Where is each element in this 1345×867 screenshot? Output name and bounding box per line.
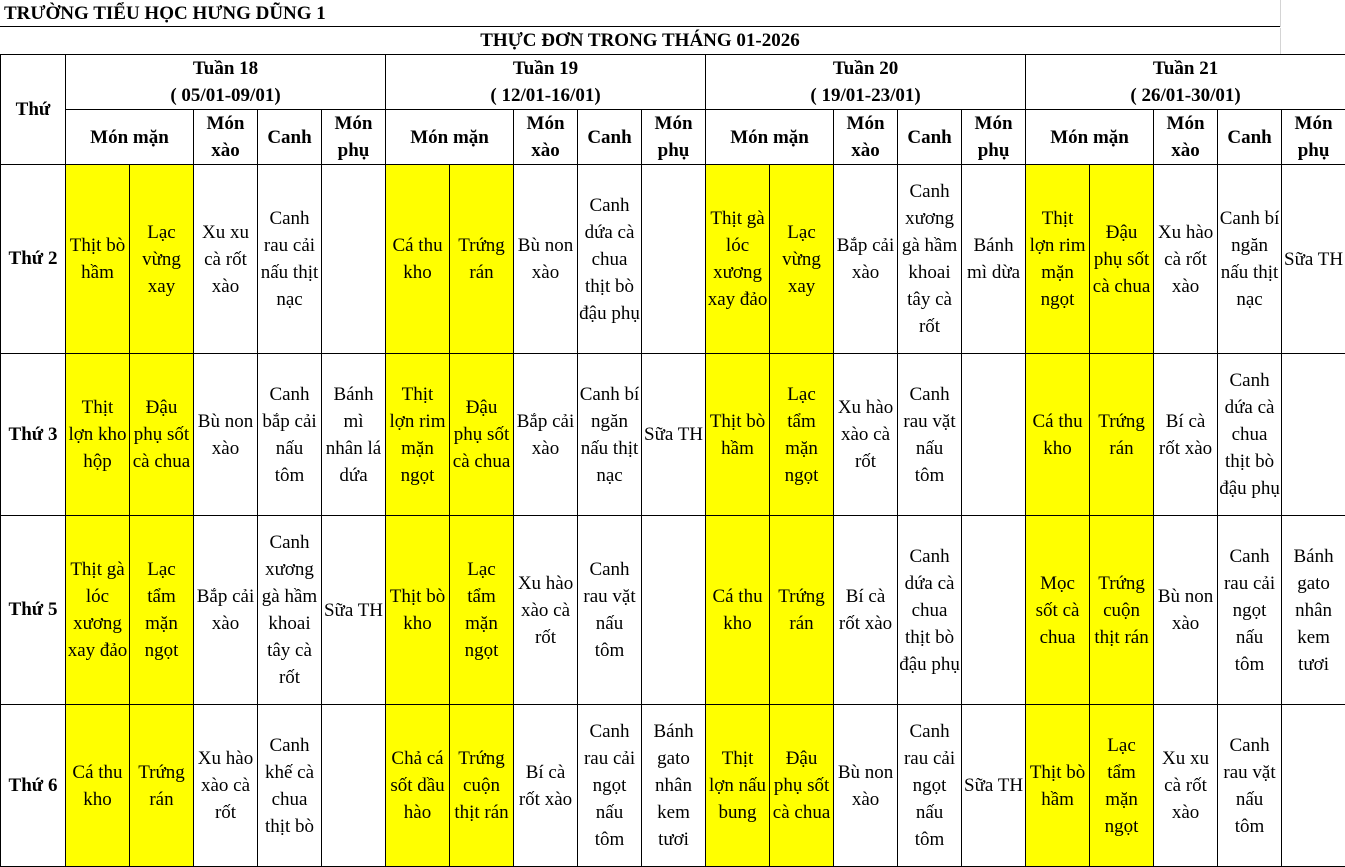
main-dish-cell: Thịt lợn rim mặn ngọt [386,354,450,516]
header-mon-xao: Món xào [834,110,898,165]
school-name: TRƯỜNG TIỂU HỌC HƯNG DŨNG 1 [0,0,1280,27]
main-dish-cell: Cá thu kho [1026,354,1090,516]
stir-fry-cell: Bù non xào [1154,516,1218,705]
main-dish-cell: Chả cá sốt dầu hào [386,705,450,867]
main-dish-cell: Đậu phụ sốt cà chua [770,705,834,867]
stir-fry-cell: Xu hào cà rốt xào [1154,165,1218,354]
side-dish-cell: Bánh gato nhân kem tươi [1282,516,1345,705]
menu-table-body [1,55,1345,867]
soup-cell: Canh dứa cà chua thịt bò đậu phụ [1218,354,1282,516]
stir-fry-cell: Bí cà rốt xào [1154,354,1218,516]
day-row [1,165,1345,354]
main-dish-cell: Cá thu kho [66,705,130,867]
main-dish-cell: Lạc vừng xay [770,165,834,354]
header-mon-phu: Món phụ [1282,110,1345,165]
stir-fry-cell: Bù non xào [194,354,258,516]
main-dish-cell: Thịt bò kho [386,516,450,705]
main-dish-cell: Thịt bò hầm [706,354,770,516]
main-dish-cell: Lạc tẩm mặn ngọt [450,516,514,705]
main-dish-cell: Thịt lợn rim mặn ngọt [1026,165,1090,354]
soup-cell: Canh bí ngăn nấu thịt nạc [1218,165,1282,354]
stir-fry-cell: Xu hào xào cà rốt [514,516,578,705]
main-dish-cell: Lạc vừng xay [130,165,194,354]
empty-cell [1280,28,1345,54]
week-name: Tuần 21 [1027,55,1344,82]
day-label: Thứ 2 [1,165,66,354]
week-range: ( 26/01-30/01) [1027,82,1344,109]
main-dish-cell: Thịt gà lóc xương xay đảo [66,516,130,705]
week-name: Tuần 18 [67,55,384,82]
soup-cell: Canh rau cải nấu thịt nạc [258,165,322,354]
header-canh: Canh [1218,110,1282,165]
main-dish-cell: Lạc tẩm mặn ngọt [130,516,194,705]
soup-cell: Canh rau cải ngọt nấu tôm [898,705,962,867]
header-canh: Canh [258,110,322,165]
main-dish-cell: Trứng cuộn thịt rán [1090,516,1154,705]
day-row [1,516,1345,705]
main-dish-cell: Đậu phụ sốt cà chua [450,354,514,516]
soup-cell: Canh bắp cải nấu tôm [258,354,322,516]
dish-type-header-row [1,110,1345,165]
header-mon-xao: Món xào [514,110,578,165]
main-dish-cell: Thịt bò hầm [66,165,130,354]
header-mon-phu: Món phụ [962,110,1026,165]
week-name: Tuần 19 [387,55,704,82]
week-header-row [1,55,1345,110]
main-dish-cell: Trứng rán [450,165,514,354]
side-dish-cell: Bánh gato nhân kem tươi [642,705,706,867]
side-dish-cell: Sữa TH [1282,165,1345,354]
main-dish-cell: Lạc tẩm mặn ngọt [770,354,834,516]
side-dish-cell [962,354,1026,516]
soup-cell: Canh bí ngăn nấu thịt nạc [578,354,642,516]
side-dish-cell [962,516,1026,705]
stir-fry-cell: Xu hào xào cà rốt [194,705,258,867]
side-dish-cell [1282,705,1345,867]
day-row [1,354,1345,516]
day-label: Thứ 3 [1,354,66,516]
main-dish-cell: Lạc tẩm mặn ngọt [1090,705,1154,867]
header-mon-man: Món mặn [706,110,834,165]
header-mon-xao: Món xào [194,110,258,165]
stir-fry-cell: Bí cà rốt xào [834,516,898,705]
day-label: Thứ 6 [1,705,66,867]
header-mon-man: Món mặn [386,110,514,165]
main-dish-cell: Trứng rán [770,516,834,705]
main-dish-cell: Cá thu kho [386,165,450,354]
side-dish-cell: Sữa TH [322,516,386,705]
week-header [706,55,1026,110]
side-dish-cell [322,705,386,867]
menu-table [0,54,1345,867]
week-header [1026,55,1345,110]
main-dish-cell: Đậu phụ sốt cà chua [130,354,194,516]
header-canh: Canh [898,110,962,165]
header-mon-man: Món mặn [66,110,194,165]
soup-cell: Canh rau vặt nấu tôm [898,354,962,516]
header-canh: Canh [578,110,642,165]
side-dish-cell [642,516,706,705]
main-dish-cell: Thịt bò hầm [1026,705,1090,867]
menu-title: THỰC ĐƠN TRONG THÁNG 01-2026 [0,28,1280,54]
header-mon-xao: Món xào [1154,110,1218,165]
stir-fry-cell: Bù non xào [834,705,898,867]
stir-fry-cell: Xu xu cà rốt xào [1154,705,1218,867]
main-dish-cell: Trứng rán [1090,354,1154,516]
side-dish-cell: Sữa TH [642,354,706,516]
header-mon-phu: Món phụ [642,110,706,165]
stir-fry-cell: Xu hào xào cà rốt [834,354,898,516]
side-dish-cell: Bánh mì dừa [962,165,1026,354]
main-dish-cell: Đậu phụ sốt cà chua [1090,165,1154,354]
stir-fry-cell: Bù non xào [514,165,578,354]
main-dish-cell: Mọc sốt cà chua [1026,516,1090,705]
stir-fry-cell: Bắp cải xào [834,165,898,354]
stir-fry-cell: Bí cà rốt xào [514,705,578,867]
day-column-header: Thứ [1,55,66,165]
empty-cell [1280,0,1345,27]
main-dish-cell: Thịt lợn nấu bung [706,705,770,867]
soup-cell: Canh rau vặt nấu tôm [578,516,642,705]
week-range: ( 05/01-09/01) [67,82,384,109]
header-mon-phu: Món phụ [322,110,386,165]
main-dish-cell: Trứng rán [130,705,194,867]
week-header [386,55,706,110]
soup-cell: Canh dứa cà chua thịt bò đậu phụ [898,516,962,705]
week-name: Tuần 20 [707,55,1024,82]
main-dish-cell: Thịt gà lóc xương xay đảo [706,165,770,354]
soup-cell: Canh xương gà hầm khoai tây cà rốt [258,516,322,705]
side-dish-cell: Bánh mì nhân lá dứa [322,354,386,516]
soup-cell: Canh khế cà chua thịt bò [258,705,322,867]
side-dish-cell: Sữa TH [962,705,1026,867]
week-range: ( 12/01-16/01) [387,82,704,109]
week-header [66,55,386,110]
main-dish-cell: Trứng cuộn thịt rán [450,705,514,867]
stir-fry-cell: Xu xu cà rốt xào [194,165,258,354]
soup-cell: Canh rau cải ngọt nấu tôm [578,705,642,867]
day-row [1,705,1345,867]
soup-cell: Canh rau cải ngọt nấu tôm [1218,516,1282,705]
soup-cell: Canh rau vặt nấu tôm [1218,705,1282,867]
stir-fry-cell: Bắp cải xào [514,354,578,516]
header-mon-man: Món mặn [1026,110,1154,165]
side-dish-cell [322,165,386,354]
week-range: ( 19/01-23/01) [707,82,1024,109]
day-label: Thứ 5 [1,516,66,705]
main-dish-cell: Cá thu kho [706,516,770,705]
side-dish-cell [1282,354,1345,516]
stir-fry-cell: Bắp cải xào [194,516,258,705]
side-dish-cell [642,165,706,354]
main-dish-cell: Thịt lợn kho hộp [66,354,130,516]
soup-cell: Canh dứa cà chua thịt bò đậu phụ [578,165,642,354]
soup-cell: Canh xương gà hầm khoai tây cà rốt [898,165,962,354]
